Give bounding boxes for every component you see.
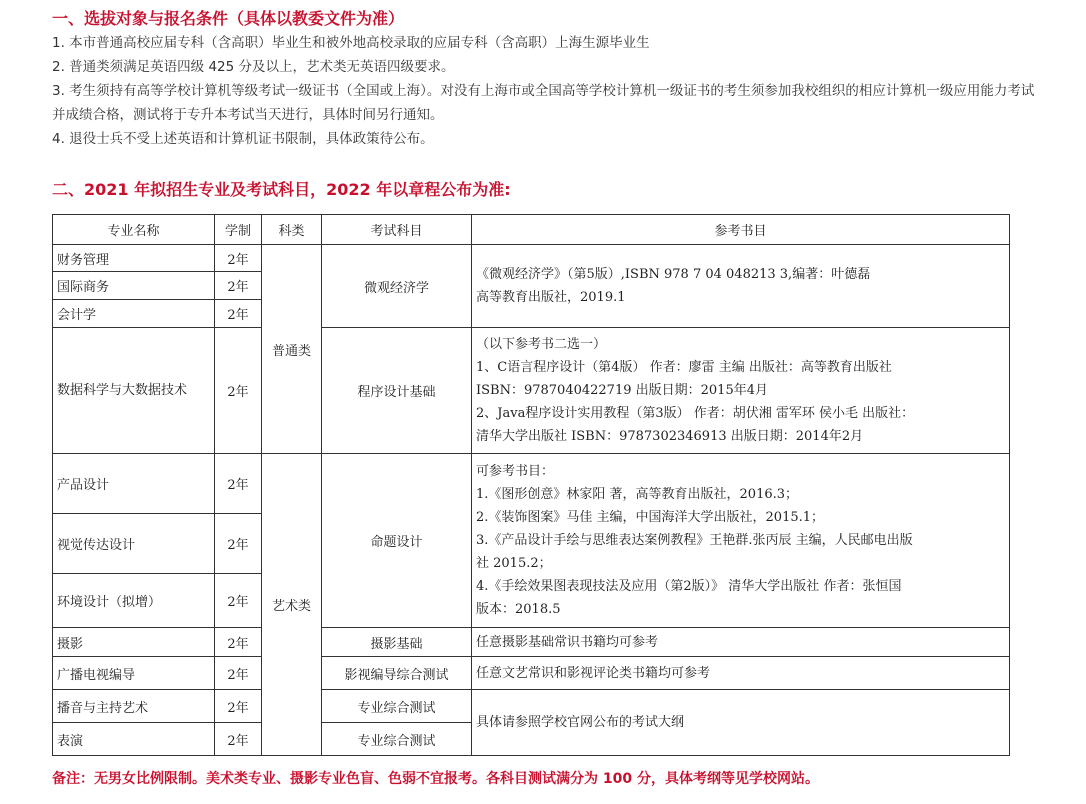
duration-cell: 2年	[215, 628, 262, 657]
duration-cell: 2年	[215, 272, 262, 300]
subject-cell: 专业综合测试	[322, 690, 472, 723]
section1-title: 一、选拔对象与报名条件（具体以教委文件为准）	[52, 9, 405, 28]
condition-item: 3. 考生须持有高等学校计算机等级考试一级证书（全国或上海）。对没有上海市或全国高等学校计算机一级证书的考生须参加我校组织的相应计算机一级应用能力考试并成绩合格，测试将于专升本考试当天进行，具体时间另行通知。	[52, 83, 1035, 123]
duration-cell: 2年	[215, 328, 262, 454]
subject-cell: 专业综合测试	[322, 723, 472, 756]
table-header-row	[53, 215, 1010, 245]
major-cell: 播音与主持艺术	[53, 690, 215, 723]
major-cell: 表演	[53, 723, 215, 756]
major-cell: 数据科学与大数据技术	[53, 328, 215, 454]
header-major: 专业名称	[53, 215, 215, 245]
major-cell: 财务管理	[53, 245, 215, 272]
table-row	[53, 328, 1010, 454]
header-subject: 考试科目	[322, 215, 472, 245]
reference-cell: 任意摄影基础常识书籍均可参考	[472, 628, 1010, 657]
table-row	[53, 690, 1010, 723]
condition-item: 2. 普通类须满足英语四级 425 分及以上，艺术类无英语四级要求。	[52, 59, 455, 75]
reference-cell: 任意文艺常识和影视评论类书籍均可参考	[472, 657, 1010, 690]
section1-body	[52, 31, 1042, 151]
table-row	[53, 454, 1010, 514]
major-cell: 产品设计	[53, 454, 215, 514]
header-duration: 学制	[215, 215, 262, 245]
duration-cell: 2年	[215, 245, 262, 272]
reference-cell	[472, 245, 1010, 328]
reference-line: 1、C语言程序设计（第4版） 作者：廖雷 主编 出版社：高等教育出版社	[476, 360, 892, 375]
subject-cell: 命题设计	[322, 454, 472, 628]
duration-cell: 2年	[215, 723, 262, 756]
reference-line: ISBN：9787040422719 出版日期：2015年4月	[476, 383, 768, 398]
reference-line: 2、Java程序设计实用教程（第3版） 作者：胡伏湘 雷军环 侯小毛 出版社：	[476, 406, 915, 421]
duration-cell: 2年	[215, 574, 262, 628]
category-cell: 艺术类	[262, 454, 322, 756]
subject-cell: 程序设计基础	[322, 328, 472, 454]
table-row	[53, 245, 1010, 272]
reference-line: 社 2015.2；	[476, 556, 552, 571]
category-cell: 普通类	[262, 245, 322, 454]
duration-cell: 2年	[215, 514, 262, 574]
reference-line: 4.《手绘效果图表现技法及应用（第2版）》 清华大学出版社 作者：张恒国	[476, 579, 902, 594]
table-row	[53, 657, 1010, 690]
table-row	[53, 628, 1010, 657]
section2-title: 二、2021 年拟招生专业及考试科目，2022 年以章程公布为准:	[52, 180, 511, 199]
reference-line: 1.《图形创意》林家阳 著，高等教育出版社，2016.3；	[476, 487, 799, 502]
reference-cell	[472, 328, 1010, 454]
reference-cell	[472, 454, 1010, 628]
header-reference: 参考书目	[472, 215, 1010, 245]
major-cell: 摄影	[53, 628, 215, 657]
major-cell: 国际商务	[53, 272, 215, 300]
reference-line: 3.《产品设计手绘与思维表达案例教程》王艳群.张丙辰 主编，人民邮电出版	[476, 533, 913, 548]
reference-line: 2.《装饰图案》马佳 主编，中国海洋大学出版社，2015.1；	[476, 510, 825, 525]
subject-cell: 微观经济学	[322, 245, 472, 328]
reference-cell: 具体请参照学校官网公布的考试大纲	[472, 690, 1010, 756]
subject-cell: 摄影基础	[322, 628, 472, 657]
reference-line: 高等教育出版社，2019.1	[476, 290, 626, 305]
major-cell: 视觉传达设计	[53, 514, 215, 574]
majors-table	[52, 214, 1010, 756]
major-cell: 会计学	[53, 300, 215, 328]
duration-cell: 2年	[215, 454, 262, 514]
duration-cell: 2年	[215, 657, 262, 690]
condition-item: 4. 退役士兵不受上述英语和计算机证书限制，具体政策待公布。	[52, 131, 434, 147]
header-category: 科类	[262, 215, 322, 245]
duration-cell: 2年	[215, 690, 262, 723]
reference-line: 版本：2018.5	[476, 602, 561, 617]
footnote: 备注：无男女比例限制。美术类专业、摄影专业色盲、色弱不宜报考。各科目测试满分为 100 分，具体考纲等见学校网站。	[52, 771, 819, 787]
reference-line: 清华大学出版社 ISBN：9787302346913 出版日期：2014年2月	[476, 429, 864, 444]
condition-item: 1. 本市普通高校应届专科（含高职）毕业生和被外地高校录取的应届专科（含高职）上海生源毕业生	[52, 35, 650, 51]
reference-line: （以下参考书二选一）	[476, 337, 607, 352]
reference-line: 可参考书目：	[476, 464, 555, 479]
duration-cell: 2年	[215, 300, 262, 328]
reference-line: 《微观经济学》（第5版）,ISBN 978 7 04 048213 3,编著：叶德磊	[476, 267, 871, 282]
major-cell: 环境设计（拟增）	[53, 574, 215, 628]
subject-cell: 影视编导综合测试	[322, 657, 472, 690]
major-cell: 广播电视编导	[53, 657, 215, 690]
